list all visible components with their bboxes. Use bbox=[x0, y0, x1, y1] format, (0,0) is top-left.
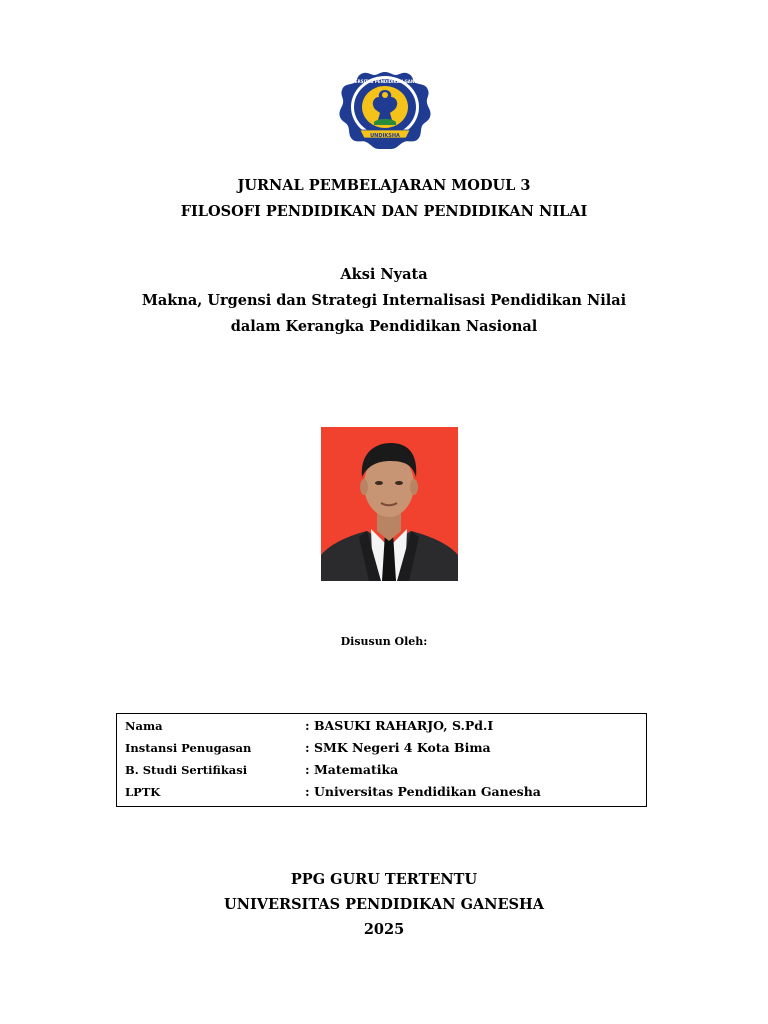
info-row-instansi bbox=[125, 737, 645, 759]
info-row-lptk bbox=[125, 781, 645, 803]
footer-line-2: UNIVERSITAS PENDIDIKAN GANESHA bbox=[224, 896, 544, 913]
subtitle-line-2: Makna, Urgensi dan Strategi Internalisasi Pendidikan Nilai bbox=[141, 292, 627, 309]
footer-line-1: PPG GURU TERTENTU bbox=[290, 871, 478, 888]
info-value: : BASUKI RAHARJO, S.Pd.I bbox=[305, 718, 494, 733]
document-title bbox=[0, 173, 768, 225]
info-row-nama bbox=[125, 715, 645, 737]
undiksha-logo-icon bbox=[338, 70, 432, 150]
info-row-studi bbox=[125, 759, 645, 781]
portrait-photo-icon bbox=[321, 427, 458, 581]
info-label: Instansi Penugasan bbox=[125, 741, 252, 755]
info-label: B. Studi Sertifikasi bbox=[125, 763, 248, 777]
title-line-2: FILOSOFI PENDIDIKAN DAN PENDIDIKAN NILAI bbox=[180, 203, 588, 220]
info-value: : SMK Negeri 4 Kota Bima bbox=[305, 740, 491, 755]
info-label: Nama bbox=[125, 719, 163, 733]
info-value: : Matematika bbox=[305, 762, 399, 777]
title-line-1: JURNAL PEMBELAJARAN MODUL 3 bbox=[237, 177, 531, 194]
footer-year: 2025 bbox=[363, 921, 405, 938]
logo-banner-text: UNDIKSHA bbox=[370, 133, 400, 139]
info-value: : Universitas Pendidikan Ganesha bbox=[305, 784, 541, 799]
document-subtitle bbox=[0, 262, 768, 340]
document-footer bbox=[0, 867, 768, 942]
logo-ring-text: UNIVERSITAS PENDIDIKAN GANESHA bbox=[343, 79, 427, 84]
info-label: LPTK bbox=[125, 785, 161, 799]
author-info-table bbox=[116, 713, 647, 807]
author-photo bbox=[321, 427, 458, 581]
compiled-by-label: Disusun Oleh: bbox=[340, 635, 428, 648]
subtitle-line-1: Aksi Nyata bbox=[340, 266, 428, 283]
subtitle-line-3: dalam Kerangka Pendidikan Nasional bbox=[230, 318, 538, 335]
